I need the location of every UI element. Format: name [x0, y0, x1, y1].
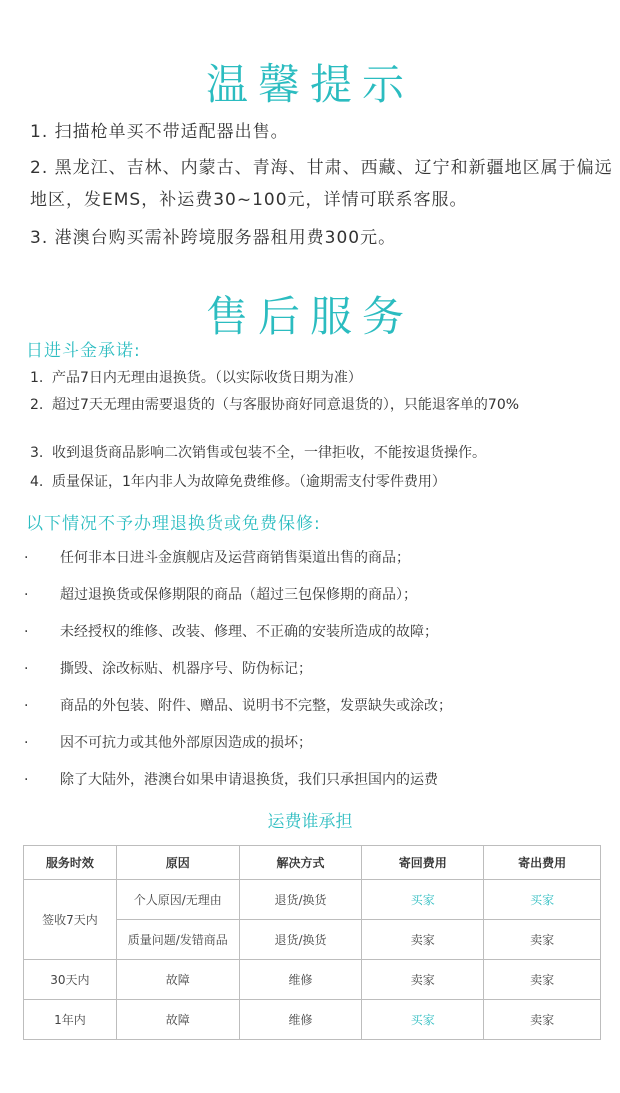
cell-solution: 退货/换货: [239, 920, 362, 960]
header-reason: 原因: [116, 846, 239, 880]
exclusion-item: [24, 547, 410, 567]
table-row: [24, 960, 601, 1000]
exclusion-item: [24, 732, 312, 752]
tip-item-2: 2. 黑龙江、吉林、内蒙古、青海、甘肃、西藏、辽宁和新疆地区属于偏远地区，发EMS，补运费30~100元，详情可联系客服。: [30, 158, 613, 210]
cell-reason: 故障: [116, 960, 239, 1000]
bullet: ·: [24, 661, 29, 677]
tip-item-1: 1. 扫描枪单买不带适配器出售。: [30, 122, 289, 142]
promise-number: 2.: [30, 397, 44, 413]
exclusion-text: 撕毁、涂改标贴、机器序号、防伪标记；: [60, 661, 312, 677]
exclusion-item: [24, 658, 312, 678]
bullet: ·: [24, 772, 29, 788]
exclusion-item: [24, 621, 438, 641]
cell-reason: 个人原因/无理由: [116, 880, 239, 920]
promise-item: [30, 444, 605, 462]
cell-solution: 维修: [239, 1000, 362, 1040]
exclusion-text: 除了大陆外，港澳台如果申请退换货，我们只承担国内的运费: [60, 772, 438, 788]
exclusion-item: [24, 695, 452, 715]
exclusion-text: 超过退换货或保修期限的商品（超过三包保修期的商品）；: [60, 587, 417, 603]
exclusion-item: [24, 769, 438, 789]
promise-heading: 日进斗金承诺:: [26, 341, 141, 361]
table-header-row: [24, 846, 601, 880]
bullet: ·: [24, 624, 29, 640]
cell-return-fee: 买家: [362, 1000, 484, 1040]
promise-number: 1.: [30, 370, 44, 386]
header-return-fee: 寄回费用: [362, 846, 484, 880]
cell-solution: 维修: [239, 960, 362, 1000]
cell-return-fee: 买家: [362, 880, 484, 920]
tip-item-3: 3. 港澳台购买需补跨境服务器租用费300元。: [30, 228, 397, 248]
exclusion-text: 因不可抗力或其他外部原因造成的损坏；: [60, 735, 312, 751]
promise-text: 超过7天无理由需要退货的（与客服协商好同意退货的），只能退客单的70%: [52, 397, 520, 413]
promise-item: [30, 369, 605, 387]
cell-period: 30天内: [24, 960, 117, 1000]
promise-text: 质量保证，1年内非人为故障免费维修。（逾期需支付零件费用）: [52, 474, 446, 490]
tips-title: 温馨提示: [205, 60, 414, 109]
promise-number: 4.: [30, 474, 44, 490]
exclusion-text: 任何非本日进斗金旗舰店及运营商销售渠道出售的商品；: [60, 550, 410, 566]
table-row: [24, 1000, 601, 1040]
cell-reason: 质量问题/发错商品: [116, 920, 239, 960]
promise-number: 3.: [30, 445, 44, 461]
promise-text: 产品7日内无理由退换货。（以实际收货日期为准）: [52, 370, 362, 386]
service-title: 售后服务: [205, 292, 414, 341]
bullet: ·: [24, 735, 29, 751]
promise-text: 收到退货商品影响二次销售或包装不全，一律拒收，不能按退货操作。: [52, 445, 486, 461]
cell-return-fee: 卖家: [362, 920, 484, 960]
header-send-fee: 寄出费用: [484, 846, 601, 880]
fee-table-title: 运费谁承担: [267, 812, 353, 832]
cell-period: 签收7天内: [24, 880, 117, 960]
fee-table: [23, 845, 601, 1040]
promise-item: [30, 473, 605, 491]
header-solution: 解决方式: [239, 846, 362, 880]
header-period: 服务时效: [24, 846, 117, 880]
cell-period: 1年内: [24, 1000, 117, 1040]
table-row: [24, 880, 601, 920]
cell-send-fee: 卖家: [484, 920, 601, 960]
exclusion-heading: 以下情况不予办理退换货或免费保修:: [26, 514, 321, 534]
cell-send-fee: 卖家: [484, 960, 601, 1000]
exclusion-text: 未经授权的维修、改装、修理、不正确的安装所造成的故障；: [60, 624, 438, 640]
bullet: ·: [24, 587, 29, 603]
bullet: ·: [24, 698, 29, 714]
cell-send-fee: 买家: [484, 880, 601, 920]
cell-reason: 故障: [116, 1000, 239, 1040]
bullet: ·: [24, 550, 29, 566]
cell-send-fee: 卖家: [484, 1000, 601, 1040]
cell-solution: 退货/换货: [239, 880, 362, 920]
cell-return-fee: 卖家: [362, 960, 484, 1000]
promise-item: [30, 396, 605, 414]
exclusion-text: 商品的外包装、附件、赠品、说明书不完整，发票缺失或涂改；: [60, 698, 452, 714]
exclusion-item: [24, 584, 417, 604]
